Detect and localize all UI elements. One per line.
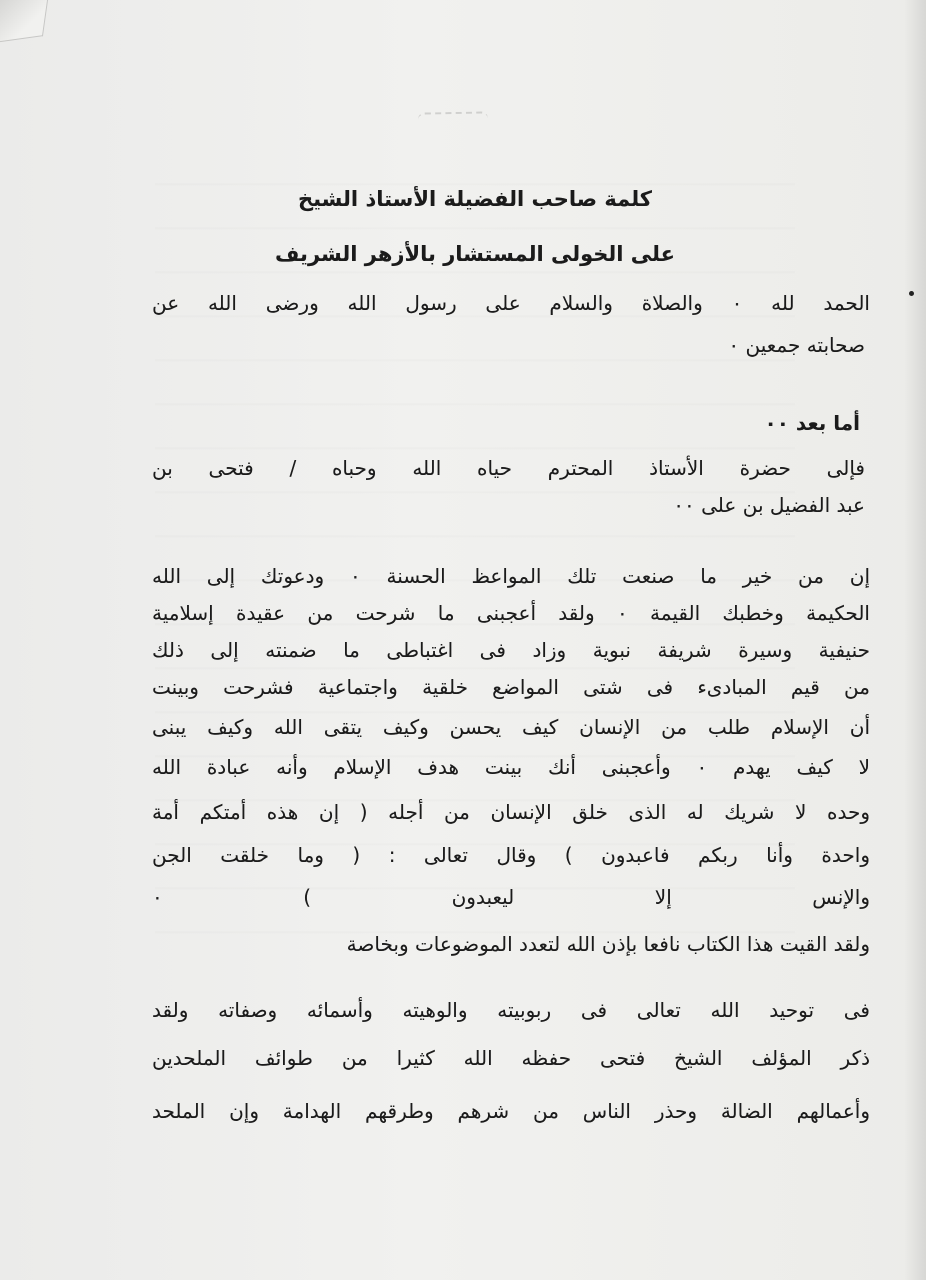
heading-line-2: على الخولى المستشار بالأزهر الشريف bbox=[275, 242, 675, 266]
text-line-18: وأعمالهم الضالة وحذر الناس من شرهم وطرقهم الهدامة وإن الملحد bbox=[152, 1099, 870, 1123]
text-line-2: صحابته جمعين ٠ bbox=[728, 333, 865, 357]
page-edge-shadow bbox=[904, 0, 926, 1280]
text-line-11: لا كيف يهدم ٠ وأعجبنى أنك بينت هدف الإسلام وأنه عبادة الله bbox=[152, 755, 871, 779]
text-line-16: فى توحيد الله تعالى فى ربوبيته والوهيته وأسمائه وصفاته ولقد bbox=[152, 998, 870, 1022]
text-line-7: الحكيمة وخطبك القيمة ٠ ولقد أعجبنى ما شرحت من عقيدة إسلامية bbox=[152, 601, 870, 625]
margin-dot bbox=[909, 291, 914, 296]
text-line-15: ولقد القيت هذا الكتاب نافعا بإذن الله لتعدد الموضوعات وبخاصة bbox=[346, 932, 870, 956]
faint-top-mark bbox=[418, 111, 488, 126]
text-line-4: فإلى حضرة الأستاذ المحترم حياه الله وحباه / فتحى بن bbox=[152, 456, 865, 480]
text-line-1: الحمد لله ٠ والصلاة والسلام على رسول الله ورضى الله عن bbox=[152, 291, 870, 315]
text-line-10: أن الإسلام طلب من الإنسان كيف يحسن وكيف يتقى الله وكيف يبنى bbox=[152, 715, 870, 739]
text-line-12: وحده لا شريك له الذى خلق الإنسان من أجله ( إن هذه أمتكم أمة bbox=[152, 800, 870, 824]
text-line-6: إن من خير ما صنعت تلك المواعظ الحسنة ٠ ودعوتك إلى الله bbox=[152, 564, 871, 588]
text-line-8: حنيفية وسيرة شريفة نبوية وزاد فى اغتباطى ما ضمنته إلى ذلك bbox=[152, 638, 870, 662]
page-corner-curl bbox=[0, 0, 49, 43]
heading-line-1: كلمة صاحب الفضيلة الأستاذ الشيخ bbox=[297, 187, 653, 211]
text-line-14: والإنس إلا ليعبدون ) ٠ bbox=[152, 885, 870, 909]
text-line-13: واحدة وأنا ربكم فاعبدون ) وقال تعالى : ( وما خلقت الجن bbox=[152, 843, 870, 867]
text-line-17: ذكر المؤلف الشيخ فتحى حفظه الله كثيرا من طوائف الملحدين bbox=[152, 1046, 870, 1070]
text-line-9: من قيم المبادىء فى شتى المواضع خلقية واجتماعية فشرحت وبينت bbox=[152, 675, 870, 699]
text-line-3: أما بعد ٠٠ bbox=[764, 411, 860, 435]
text-line-5: عبد الفضيل بن على ٠٠ bbox=[673, 493, 865, 517]
